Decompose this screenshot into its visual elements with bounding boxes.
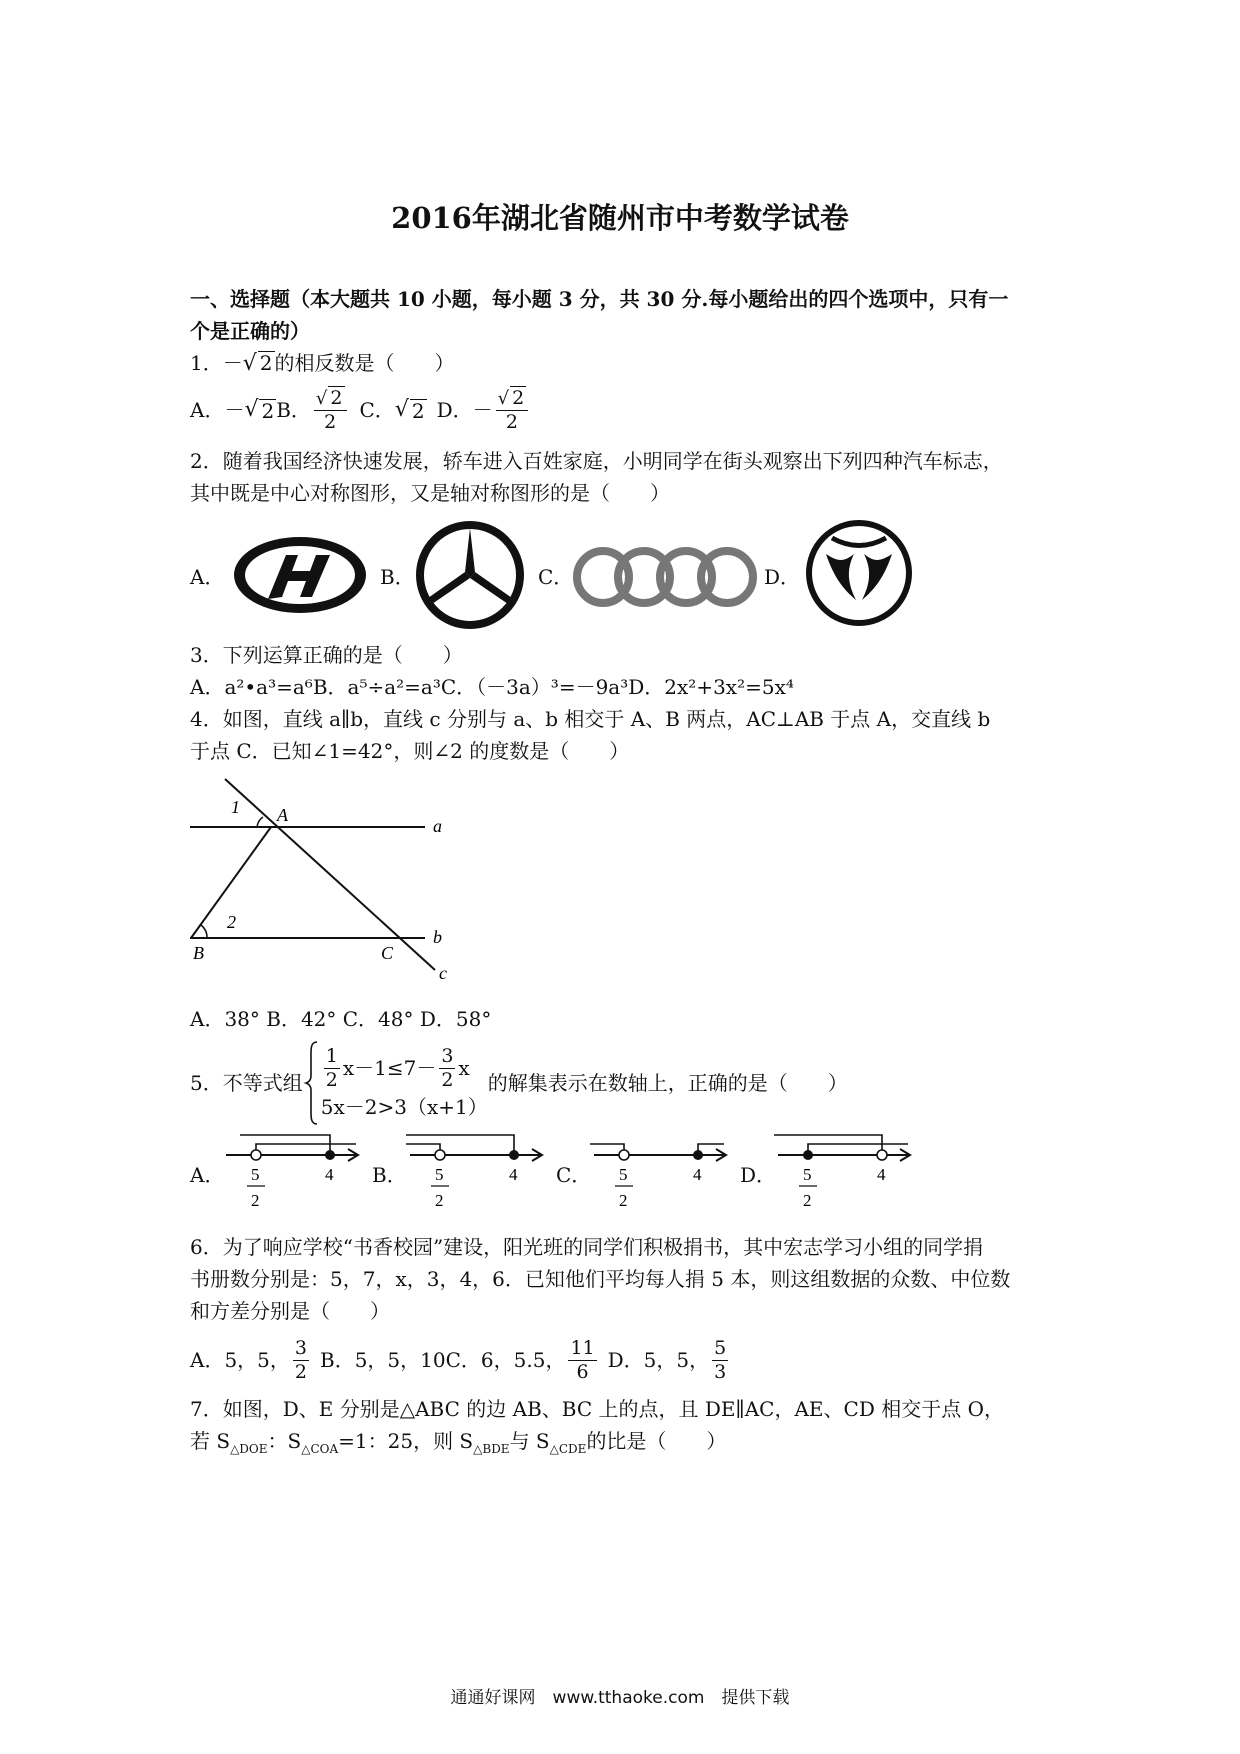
q5-ineq1: $\frac{1}{2}$ x－1≤7－ $\frac{3}{2}$ x bbox=[325, 1044, 470, 1091]
q1-stem-prefix: 1．－ bbox=[190, 351, 243, 375]
q1-optD-label: D．－ bbox=[436, 398, 493, 422]
svg-text:4: 4 bbox=[877, 1165, 886, 1184]
q3-stem: 3．下列运算正确的是（ ） bbox=[190, 643, 463, 667]
q2-label-c: C． bbox=[538, 565, 574, 589]
svg-text:4: 4 bbox=[325, 1165, 334, 1184]
q2-stem-line1: 2．随着我国经济快速发展，轿车进入百姓家庭，小明同学在街头观察出下列四种汽车标志， bbox=[190, 449, 1003, 473]
label-point-c: C bbox=[381, 943, 394, 963]
svg-text:4: 4 bbox=[509, 1165, 518, 1184]
q1-optC-label: C． bbox=[359, 398, 395, 422]
q5-ineq2: 5x－2>3（x+1） bbox=[320, 1095, 488, 1119]
q5-stem bbox=[190, 1038, 848, 1128]
q5-numberline-a bbox=[222, 1130, 362, 1225]
mercedes-logo-icon bbox=[415, 520, 525, 630]
svg-text:2: 2 bbox=[251, 1191, 260, 1210]
page-title: 2016年湖北省随州市中考数学试卷 bbox=[391, 201, 849, 235]
label-angle-2: 2 bbox=[227, 912, 236, 932]
q7-stem-line2: 若 $S_{\triangle DOE}$：$S_{\triangle COA}=1$：25，则 $S_{\triangle BDE}$与 $S_{\triangle CDE}$的比是（ ） bbox=[190, 1429, 727, 1456]
q4-stem-line1: 4．如图，直线 a∥b，直线 c 分别与 a、b 相交于 A、B 两点，AC⊥AB 于点 A，交直线 b bbox=[190, 707, 991, 731]
line-c bbox=[225, 779, 435, 970]
svg-text:5: 5 bbox=[435, 1165, 444, 1184]
svg-text:5: 5 bbox=[803, 1165, 812, 1184]
sqrt-sign: √ bbox=[394, 397, 409, 422]
audi-logo-icon bbox=[572, 545, 758, 609]
q5-system bbox=[321, 1044, 488, 1122]
label-angle-1: 1 bbox=[231, 797, 240, 817]
q5-label-c: C． bbox=[556, 1163, 592, 1187]
q1-options bbox=[190, 380, 531, 440]
q6-optB: B．5，5，10 bbox=[320, 1348, 446, 1372]
q5-label-d: D． bbox=[740, 1163, 777, 1187]
q2-label-b: B． bbox=[380, 565, 415, 589]
label-line-a: a bbox=[433, 816, 442, 836]
q1-optC-radicand: 2 bbox=[411, 398, 425, 423]
label-line-b: b bbox=[433, 927, 442, 947]
svg-text:2: 2 bbox=[435, 1191, 444, 1210]
svg-text:5: 5 bbox=[619, 1165, 628, 1184]
q5-stem-prefix: 5．不等式组 bbox=[190, 1071, 303, 1095]
section-heading-line1: 一、选择题（本大题共 10 小题，每小题 3 分，共 30 分.每小题给出的四个选项中，只有一 bbox=[190, 287, 1009, 311]
q6-options bbox=[190, 1330, 731, 1390]
q6-optC: C．6，5.5， bbox=[445, 1348, 566, 1372]
q6-optA-fraction: $\frac{3}{2}$ bbox=[294, 1336, 307, 1383]
label-line-c: c bbox=[439, 963, 447, 983]
q2-label-d: D． bbox=[764, 565, 801, 589]
q2-stem-line2: 其中既是中心对称图形，又是轴对称图形的是（ ） bbox=[190, 481, 670, 505]
q3-options: A．a²•a³=a⁶B．a⁵÷a²=a³C．（－3a）³=－9a³D．2x²+3x²=5x⁴ bbox=[190, 675, 794, 699]
q6-stem-line2: 书册数分别是：5，7，x，3，4，6．已知他们平均每人捐 5 本，则这组数据的众数、中位数 bbox=[190, 1267, 1011, 1291]
sqrt-sign: √ bbox=[242, 351, 257, 376]
brace-icon bbox=[305, 1040, 319, 1126]
q1-radicand: 2 bbox=[259, 351, 273, 375]
q6-optA: A．5，5， bbox=[190, 1348, 290, 1372]
q6-optD-fraction: $\frac{5}{3}$ bbox=[714, 1336, 727, 1383]
q1-optA-radicand: 2 bbox=[261, 398, 275, 423]
label-point-b: B bbox=[193, 943, 204, 963]
q4-options: A．38° B．42° C．48° D．58° bbox=[190, 1007, 492, 1031]
q5-label-b: B． bbox=[372, 1163, 407, 1187]
q4-figure bbox=[185, 775, 465, 985]
q5-numberline-c bbox=[590, 1130, 730, 1225]
q5-numberline-d bbox=[774, 1130, 914, 1225]
q2-label-a: A． bbox=[190, 565, 225, 589]
sqrt-sign: √ bbox=[244, 397, 259, 422]
q1-optA-label: A．－ bbox=[190, 398, 245, 422]
svg-text:5: 5 bbox=[251, 1165, 260, 1184]
q1-optB-label: B． bbox=[276, 398, 311, 422]
q1-stem-suffix: 的相反数是（ ） bbox=[274, 351, 455, 375]
hyundai-logo-icon bbox=[230, 533, 370, 617]
q6-optC-fraction: $\frac{11}{6}$ bbox=[570, 1336, 595, 1383]
dongfeng-logo-icon bbox=[804, 518, 914, 628]
q5-numberline-b bbox=[406, 1130, 546, 1225]
q1-optD-fraction: $\frac{√ 2}{2}$ bbox=[496, 386, 529, 434]
q5-stem-suffix: 的解集表示在数轴上，正确的是（ ） bbox=[487, 1071, 848, 1095]
q6-stem-line1: 6．为了响应学校“书香校园”建设，阳光班的同学们积极捐书，其中宏志学习小组的同学捐 bbox=[190, 1235, 984, 1259]
svg-text:2: 2 bbox=[803, 1191, 812, 1210]
q1-optB-fraction: $\frac{√ 2}{2}$ bbox=[314, 386, 347, 434]
svg-text:2: 2 bbox=[619, 1191, 628, 1210]
svg-text:4: 4 bbox=[693, 1165, 702, 1184]
q7-stem-line1: 7．如图，D、E 分别是△ABC 的边 AB、BC 上的点，且 DE∥AC，AE、CD 相交于点 O， bbox=[190, 1397, 1004, 1421]
q4-stem-line2: 于点 C．已知∠1=42°，则∠2 的度数是（ ） bbox=[190, 739, 630, 763]
q6-optD: D．5，5， bbox=[607, 1348, 710, 1372]
section-heading-line2: 个是正确的） bbox=[190, 319, 310, 343]
q1-stem bbox=[190, 348, 455, 379]
q5-label-a: A． bbox=[190, 1163, 225, 1187]
q6-stem-line3: 和方差分别是（ ） bbox=[190, 1299, 390, 1323]
label-point-a: A bbox=[277, 805, 288, 825]
footer-source: 通通好课网 www.tthaoke.com 提供下载 bbox=[450, 1688, 790, 1708]
